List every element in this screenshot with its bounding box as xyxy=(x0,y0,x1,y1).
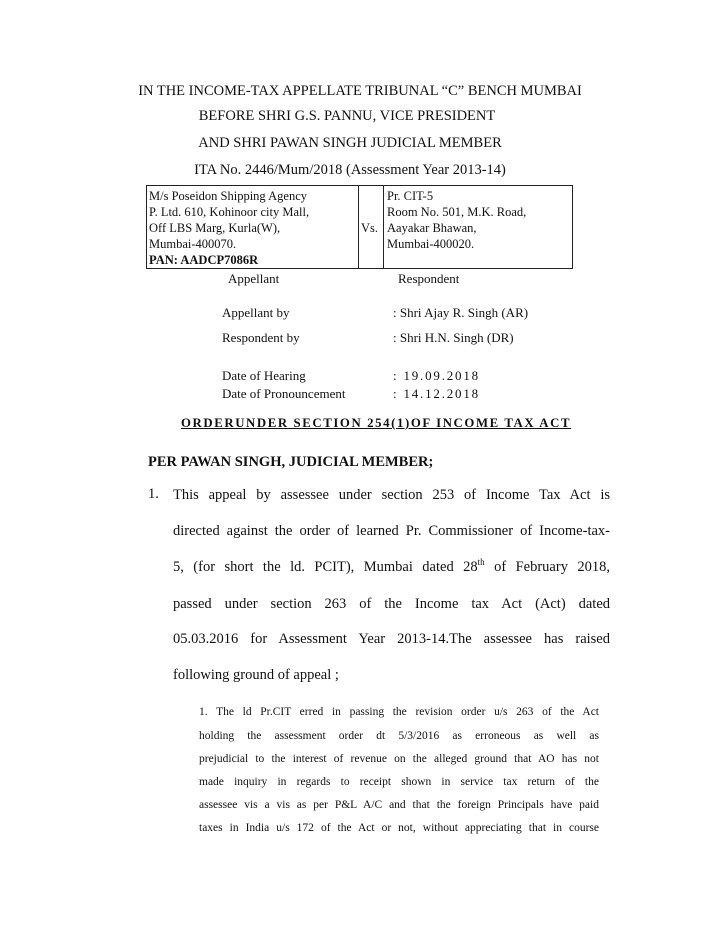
appellant-by-value: : Shri Ajay R. Singh (AR) xyxy=(393,305,529,320)
pronouncement-date-value: : 14.12.2018 xyxy=(393,386,480,401)
ground-line: 1. The ld Pr.CIT erred in passing the revision order u/s 263 of the Act xyxy=(199,706,599,718)
case-number-heading: ITA No. 2446/Mum/2018 (Assessment Year 2013-14) xyxy=(194,162,506,178)
date-ordinal-suffix: th xyxy=(477,557,485,568)
respondent-cell xyxy=(384,186,572,268)
paragraph-line: directed against the order of learned Pr. Commissioner of Income-tax- xyxy=(173,523,610,539)
tribunal-heading: IN THE INCOME-TAX APPELLATE TRIBUNAL “C” BENCH MUMBAI xyxy=(138,83,582,99)
paragraph-text: 5, (for short the ld. PCIT), Mumbai dated 28 xyxy=(173,559,478,575)
paragraph-number: 1. xyxy=(148,486,159,502)
appellant-pan: PAN: AADCP7086R xyxy=(149,253,259,267)
appellant-role-label: Appellant xyxy=(228,271,280,286)
paragraph-line xyxy=(173,558,610,576)
appellant-line: P. Ltd. 610, Kohinoor city Mall, xyxy=(149,205,310,219)
respondent-by-label: Respondent by xyxy=(222,330,300,345)
paragraph-text: of February 2018, xyxy=(484,559,611,575)
respondent-role-label: Respondent xyxy=(398,271,460,286)
appellant-line: M/s Poseidon Shipping Agency xyxy=(149,189,307,203)
respondent-line: Mumbai-400020. xyxy=(387,237,475,251)
appellant-cell xyxy=(147,186,359,268)
versus-label: Vs. xyxy=(361,221,379,235)
member-heading: AND SHRI PAWAN SINGH JUDICIAL MEMBER xyxy=(198,135,502,151)
appellant-line: Mumbai-400070. xyxy=(149,237,237,251)
order-title: ORDERUNDER SECTION 254(1)OF INCOME TAX ACT xyxy=(181,416,572,430)
versus-cell xyxy=(359,186,384,268)
respondent-line: Pr. CIT-5 xyxy=(387,189,434,203)
appellant-line: Off LBS Marg, Kurla(W), xyxy=(149,221,281,235)
respondent-line: Room No. 501, M.K. Road, xyxy=(387,205,527,219)
ground-line: taxes in India u/s 172 of the Act or not, without appreciating that in course xyxy=(199,822,599,834)
paragraph-line: 05.03.2016 for Assessment Year 2013-14.The assessee has raised xyxy=(173,631,610,647)
appellant-by-label: Appellant by xyxy=(222,305,290,320)
respondent-line: Aayakar Bhawan, xyxy=(387,221,477,235)
paragraph-line: This appeal by assessee under section 253 of Income Tax Act is xyxy=(173,487,610,503)
ground-line: made inquiry in regards to receipt shown in service tax return of the xyxy=(199,776,599,788)
per-member-line: PER PAWAN SINGH, JUDICIAL MEMBER; xyxy=(148,454,434,470)
hearing-date-value: : 19.09.2018 xyxy=(393,368,480,383)
paragraph-line: following ground of appeal ; xyxy=(173,667,339,683)
pronouncement-date-label: Date of Pronouncement xyxy=(222,386,346,401)
respondent-by-value: : Shri H.N. Singh (DR) xyxy=(393,330,514,345)
parties-table xyxy=(146,185,573,269)
ground-line: assessee vis a vis as per P&L A/C and that the foreign Principals have paid xyxy=(199,799,599,811)
paragraph-line: passed under section 263 of the Income tax Act (Act) dated xyxy=(173,596,610,612)
bench-heading: BEFORE SHRI G.S. PANNU, VICE PRESIDENT xyxy=(198,108,496,124)
hearing-date-label: Date of Hearing xyxy=(222,368,306,383)
ground-line: prejudicial to the interest of revenue on the alleged ground that AO has not xyxy=(199,753,599,765)
ground-line: holding the assessment order dt 5/3/2016 as erroneous as well as xyxy=(199,730,599,742)
